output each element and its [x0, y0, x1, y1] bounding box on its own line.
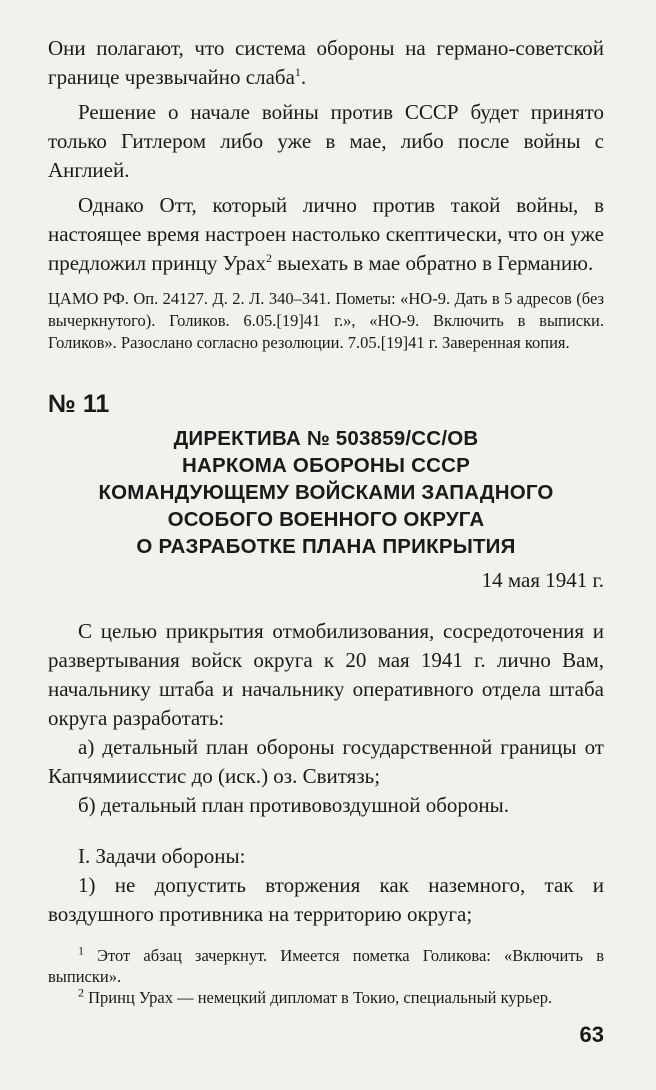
heading-line: НАРКОМА ОБОРОНЫ СССР	[182, 454, 470, 477]
document-date: 14 мая 1941 г.	[481, 568, 604, 592]
paragraph-3-text: Однако Отт, который лично против такой войны, в настоящее время настроен настолько скептически, что он уже предложил принцу Урах	[48, 193, 604, 275]
footnote-ref-1: 1	[294, 65, 301, 79]
footnote-ref-2: 2	[265, 251, 272, 265]
directive-item-b: б) детальный план противовоздушной обороны.	[78, 793, 509, 817]
heading-line: ОСОБОГО ВОЕННОГО ОКРУГА	[167, 508, 485, 531]
paragraph-1-text: Они полагают, что система обороны на германо-советской границе чрезвычайно слаба	[48, 36, 604, 89]
paragraph-2: Решение о начале войны против СССР будет принято только Гитлером либо уже в мае, либо после войны с Англией.	[48, 100, 604, 182]
footnote-2	[48, 987, 604, 1008]
document-page	[48, 0, 604, 1008]
footnote-1	[48, 945, 604, 987]
paragraph-1-tail: .	[300, 65, 307, 89]
footnote-1-number: 1	[78, 943, 84, 958]
footnotes	[48, 945, 604, 1008]
directive-item-a: а) детальный план обороны государственной границы от Капчямиисстис до (иск.) оз. Свитязь;	[48, 735, 604, 788]
footnote-1-text: Этот абзац зачеркнут. Имеется пометка Голикова: «Включить в выписки».	[48, 946, 604, 986]
paragraph-1	[48, 34, 604, 92]
heading-line: О РАЗРАБОТКЕ ПЛАНА ПРИКРЫТИЯ	[136, 535, 516, 558]
document-number: № 11	[48, 390, 110, 418]
heading-line: КОМАНДУЮЩЕМУ ВОЙСКАМИ ЗАПАДНОГО	[98, 481, 554, 504]
page-number: 63	[579, 1022, 604, 1047]
footnote-2-number: 2	[78, 985, 84, 1000]
paragraph-3	[48, 191, 604, 278]
task-1: 1) не допустить вторжения как наземного, так и воздушного противника на территорию округа;	[48, 873, 604, 926]
heading-line: ДИРЕКТИВА № 503859/СС/ОВ	[173, 427, 479, 450]
archive-note: ЦАМО РФ. Оп. 24127. Д. 2. Л. 340–341. Пометы: «НО-9. Дать в 5 адресов (без вычеркнутого). Голиков. 6.05.[19]41 г.», «НО-9. Включить в выписки. Голиков». Разослано согласно резолюции. 7.05.[19]41 г. Заверенная копия.	[48, 289, 604, 352]
directive-intro: С целью прикрытия отмобилизования, сосредоточения и развертывания войск округа к 20 мая 1941 г. лично Вам, начальнику штаба и начальнику оперативного отдела штаба округа разработать:	[48, 619, 604, 730]
footnote-2-text: Принц Урах — немецкий дипломат в Токио, специальный курьер.	[88, 988, 553, 1007]
directive-heading	[48, 425, 604, 560]
paragraph-3-tail: выехать в мае обратно в Германию.	[271, 251, 594, 275]
section-heading: I. Задачи обороны:	[78, 844, 246, 868]
